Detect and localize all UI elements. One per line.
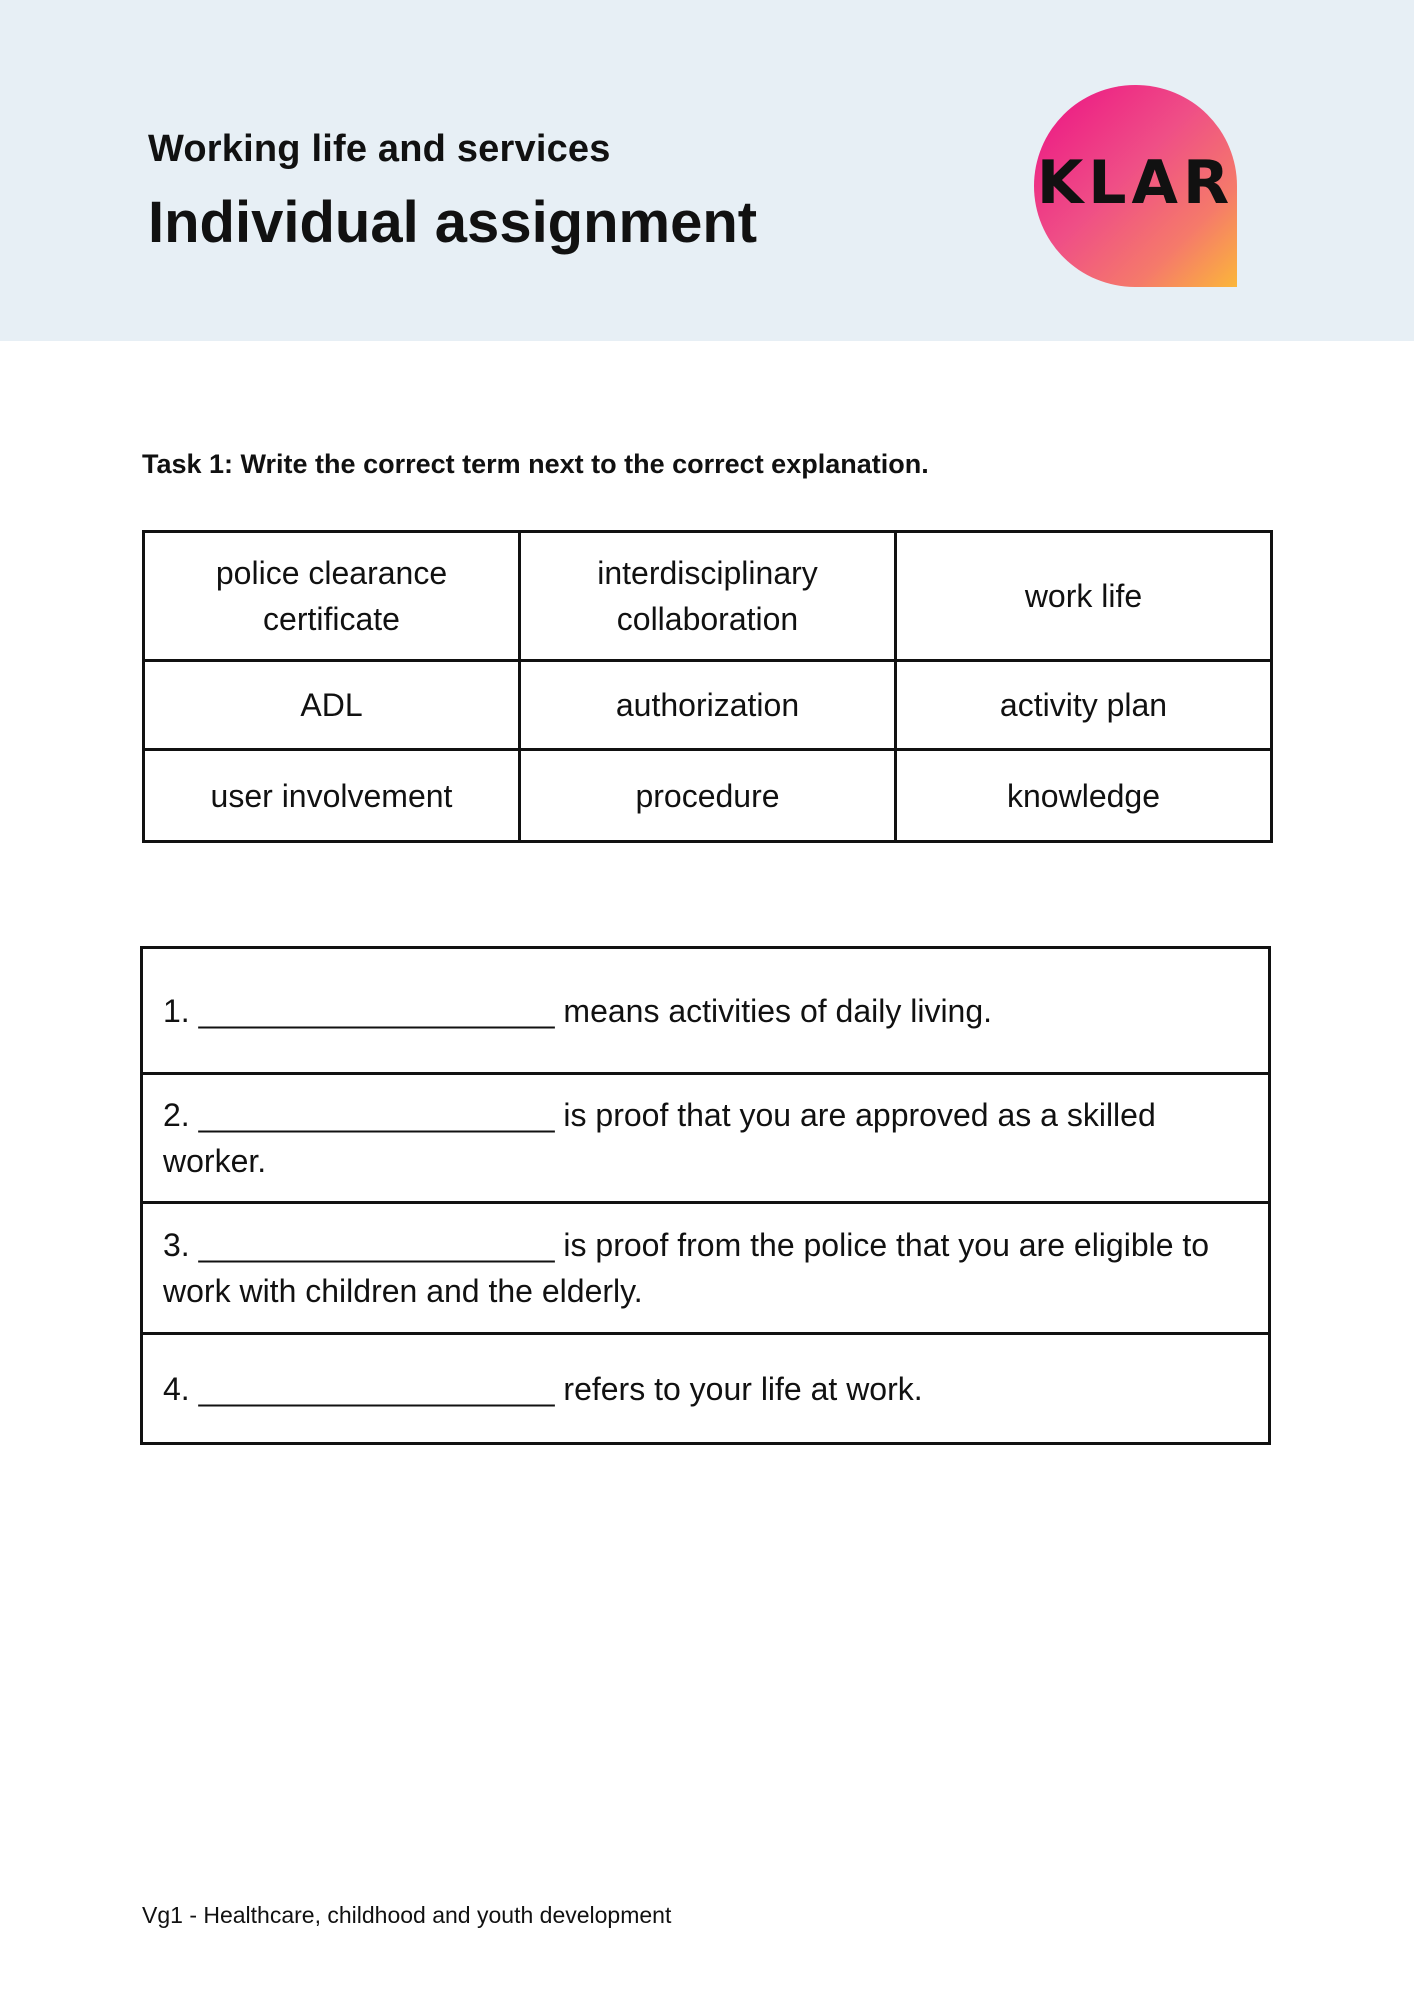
sentence-item — [143, 1204, 1268, 1335]
term-cell: interdisciplinary collaboration — [520, 532, 896, 661]
sentence-text: 1. ____________________ means activities of daily living. — [163, 992, 993, 1029]
footer-text: Vg1 - Healthcare, childhood and youth development — [142, 1902, 672, 1928]
terms-row — [144, 661, 1272, 750]
term-cell: police clearance certificate — [144, 532, 520, 661]
term-cell: activity plan — [896, 661, 1272, 750]
term-cell: procedure — [520, 750, 896, 842]
term-cell: authorization — [520, 661, 896, 750]
sentences-box — [140, 946, 1271, 1445]
sentence-item — [143, 1335, 1268, 1442]
task-heading: Task 1: Write the correct term next to the correct explanation. — [142, 449, 929, 479]
logo-text: KLAR — [1036, 148, 1235, 218]
page-title: Individual assignment — [148, 190, 758, 255]
term-cell: user involvement — [144, 750, 520, 842]
sentence-item — [143, 949, 1268, 1075]
sentence-text: 3. ____________________ is proof from the police that you are eligible to work with children and the elderly. — [163, 1227, 1210, 1309]
term-cell: knowledge — [896, 750, 1272, 842]
terms-row — [144, 750, 1272, 842]
term-cell: work life — [896, 532, 1272, 661]
term-cell: ADL — [144, 661, 520, 750]
terms-table — [142, 530, 1273, 843]
klar-logo — [1034, 85, 1237, 287]
sentence-text: 2. ____________________ is proof that you are approved as a skilled worker. — [163, 1097, 1156, 1179]
sentence-item — [143, 1075, 1268, 1204]
subject-heading: Working life and services — [148, 128, 611, 170]
terms-row — [144, 532, 1272, 661]
sentence-text: 4. ____________________ refers to your life at work. — [163, 1370, 923, 1407]
